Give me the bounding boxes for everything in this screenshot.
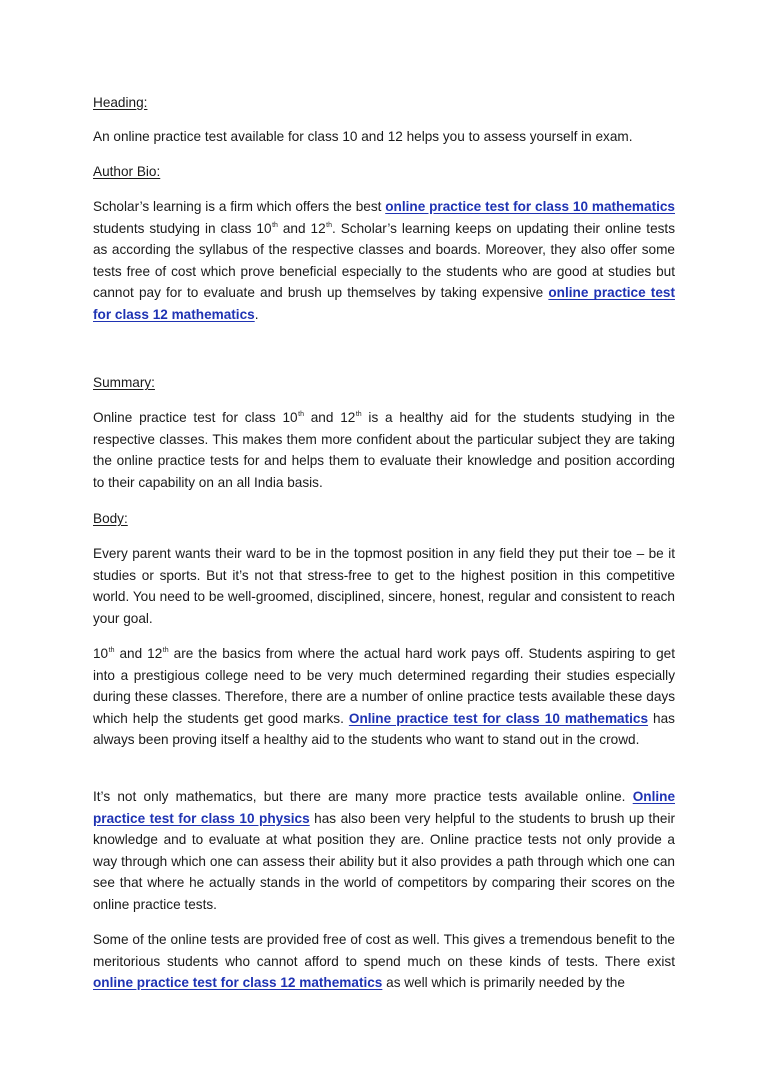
summary-paragraph: Online practice test for class 10th and 12th is a healthy aid for the students studying in the respective classes. This makes them more confident about the particular subject they are taking the online practice tests for and helps them to evaluate their knowledge and position according to their capability on an all India basis. xyxy=(93,410,675,490)
link-class-12-mathematics[interactable]: online practice test for class 12 mathematics xyxy=(93,285,675,322)
body-paragraph-1: Every parent wants their ward to be in the topmost position in any field they put their toe – be it studies or sports. But it’s not that stress-free to get to the highest position in this competitive world. You need to be well-groomed, disciplined, sincere, honest, regular and consistent to reach your goal. xyxy=(93,546,675,626)
body-label: Body: xyxy=(93,511,128,526)
document-page xyxy=(93,0,675,1087)
link-class-12-mathematics-2[interactable]: online practice test for class 12 mathematics xyxy=(93,975,383,991)
heading-text: An online practice test available for class 10 and 12 helps you to assess yourself in exam. xyxy=(93,129,633,144)
link-class-10-physics[interactable]: Online practice test for class 10 physics xyxy=(93,789,675,826)
body-paragraph-3: It’s not only mathematics, but there are many more practice tests available online. Online practice test for class 10 physics has also been very helpful to the students to brush up their knowledge and to evaluate at what position they are. Online practice tests not only provide a way through which one can assess their ability but it also provides a path through which one can see that where he actually stands in the world of competitors by comparing their scores on the online practice tests. xyxy=(93,789,675,912)
body-paragraph-2: 10th and 12th are the basics from where the actual hard work pays off. Students aspiring to get into a prestigious college need to be very much determined regarding their studies especially during these classes. Therefore, there are a number of online practice tests available these days which help the students get good marks. Online practice test for class 10 mathematics has always been proving itself a healthy aid to the students who want to stand out in the crowd. xyxy=(93,646,676,748)
link-class-10-mathematics-2[interactable]: Online practice test for class 10 mathematics xyxy=(348,710,649,726)
heading-label: Heading: xyxy=(93,95,148,110)
author-bio-label: Author Bio: xyxy=(93,164,161,179)
body-paragraph-4: Some of the online tests are provided free of cost as well. This gives a tremendous benefit to the meritorious students who cannot afford to spend much on these kinds of tests. There exist online practice test for class 12 mathematics as well which is primarily needed by the xyxy=(93,932,675,991)
summary-label: Summary: xyxy=(93,375,155,390)
author-bio-paragraph: Scholar’s learning is a firm which offers the best online practice test for class 10 mathematics students studying in class 10th and 12th. Scholar’s learning keeps on updating their online tests as according the syllabus of the respective classes and boards. Moreover, they also offer some tests free of cost which prove beneficial especially to the students who are good at studies but cannot pay for to evaluate and brush up themselves by taking expensive online practice test for class 12 mathematics. xyxy=(93,199,675,322)
link-class-10-mathematics[interactable]: online practice test for class 10 mathematics xyxy=(385,199,675,214)
